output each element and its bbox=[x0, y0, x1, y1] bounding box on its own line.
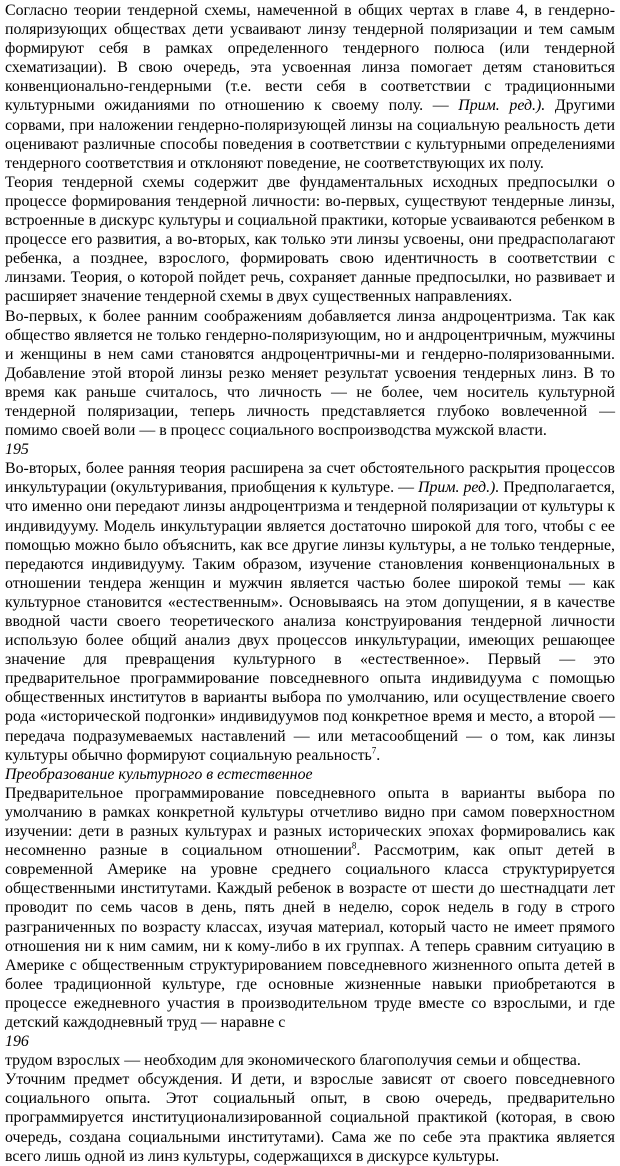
paragraph: Во-первых, к более ранним соображениям добавляется линза андроцентризма. Так как общество является не только гендерно-поляризующим, но и андроцентричным, мужчины и женщины в нем сами становятся андроцентричны-ми и гендерно-поляризованными. Добавление этой второй линзы резко меняет результат усвоения тендерных линз. В то время как раньше считалось, что личность — не более, чем носитель культурной тендерной поляризации, теперь личность представляется глубоко вовлеченной — помимо своей воли — в процесс социального воспроизводства мужской власти. bbox=[5, 307, 615, 440]
paragraph: Предварительное программирование повседневного опыта в варианты выбора по умолчанию в рамках конкретной культуры отчетливо видно при самом поверхностном изучении: дети в разных культурах и разных исторических эпохах формировались как несомненно разные в социальном отношении$^8$. Рассмотрим, как опыт детей в современной Америке на уровне среднего социального класса структурируется общественными институтами. Каждый ребенок в возрасте от шести до шестнадцати лет проводит по семь часов в день, пять дней в неделю, сорок недель в году в строго разграниченных по возрасту классах, изучая материал, который часто не имеет прямого отношения ни к ним самим, ни к кому-либо в их группах. А теперь сравним ситуацию в Америке с общественным структурированием повседневного жизненного опыта детей в более традиционной культуре, где основные жизненные навыки приобретаются в процессе ежедневного участия в производительном труде вместе со взрослыми, и где детский каждодневный труд — наравне с bbox=[5, 784, 615, 1031]
editor-note: Прим. ред.). bbox=[458, 97, 546, 115]
paragraph: трудом взрослых — необходим для экономического благополучия семьи и общества. bbox=[5, 1052, 581, 1070]
page-number: 196 bbox=[5, 1033, 29, 1051]
paragraph: Теория тендерной схемы содержит две фундаментальных исходных предпосылки о процессе формирования тендерной личности: во-первых, существуют тендерные линзы, встроенные в дискурс культуры и социальной практики, которые усваиваются ребенком в процессе его развития, а во-вторых, как только эти линзы усвоены, они предрасполагают ребенка, а позднее, взрослого, формировать свою идентичность в соответствии с линзами. Теория, о которой пойдет речь, сохраняет данные предпосылки, но развивает и расширяет значение тендерной схемы в двух существенных направлениях. bbox=[5, 173, 615, 306]
section-heading: Преобразование культурного в естественное bbox=[5, 765, 313, 783]
paragraph: Согласно теории тендерной схемы, намеченной в общих чертах в главе 4, в гендерно-поляризующих обществах дети усваивают линзу тендерной поляризации и тем самым формируют себя в рамках определенного тендерного полюса (или тендерной схематизации). В свою очередь, эта усвоенная линза помогает детям становиться конвенционально-гендерными (т.е. вести себя в соответствии с традиционными культурными ожиданиями по отношению к своему полу. — Прим. ред.). Другими сорвами, при наложении гендерно-поляризующей линзы на социальную реальность дети оценивают различные способы поведения в соответствии с культурными определениями тендерного соответствия и отклоняют поведение, не соответствующих их полу. bbox=[5, 2, 615, 172]
paragraph: Во-вторых, более ранняя теория расширена за счет обстоятельного раскрытия процессов инкультурации (окультуривания, приобщения к культуре. — Прим. ред.). Предполагается, что именно они передают линзы андроцентризма и тендерной поляризации от культуры к индивидууму. Модель инкультурации является достаточно широкой для того, чтобы с ее помощью можно было объяснить, как все другие линзы культуры, а не только тендерные, передаются индивидууму. Таким образом, изучение становления конвенциональных в отношении тендера женщин и мужчин является частью более широкой темы — как культурное становится «естественным». Основываясь на этом допущении, я в качестве вводной части своего теоретического анализа конструирования тендерной личности использую более общий анализ двух процессов инкультурации, имеющих решающее значение для превращения культурного в «естественное». Первый — это предварительное программирование повседневного опыта индивидуума с помощью общественных институтов в варианты выбора по умолчанию, или осуществление своего рода «исторической подгонки» индивидуумов под конкретное время и место, а второй — передача подразумеваемых наставлений — или метасообщений — о том, как линзы культуры обычно формируют социальную реальность$^7$. bbox=[5, 460, 615, 764]
page-number: 195 bbox=[5, 441, 29, 459]
footnote-marker: 8 bbox=[351, 840, 357, 851]
footnote-marker: 7 bbox=[371, 745, 377, 756]
paragraph: Уточним предмет обсуждения. И дети, и взрослые зависят от своего повседневного социального опыта. Этот социальный опыт, в свою очередь, предварительно программируется институционализированной социальной практикой (которая, в свою очередь, создана социальными институтами). Сама же по себе эта практика является всего лишь одной из линз культуры, содержащихся в дискурсе культуры. bbox=[5, 1071, 615, 1165]
editor-note: Прим. ред.). bbox=[417, 479, 500, 497]
